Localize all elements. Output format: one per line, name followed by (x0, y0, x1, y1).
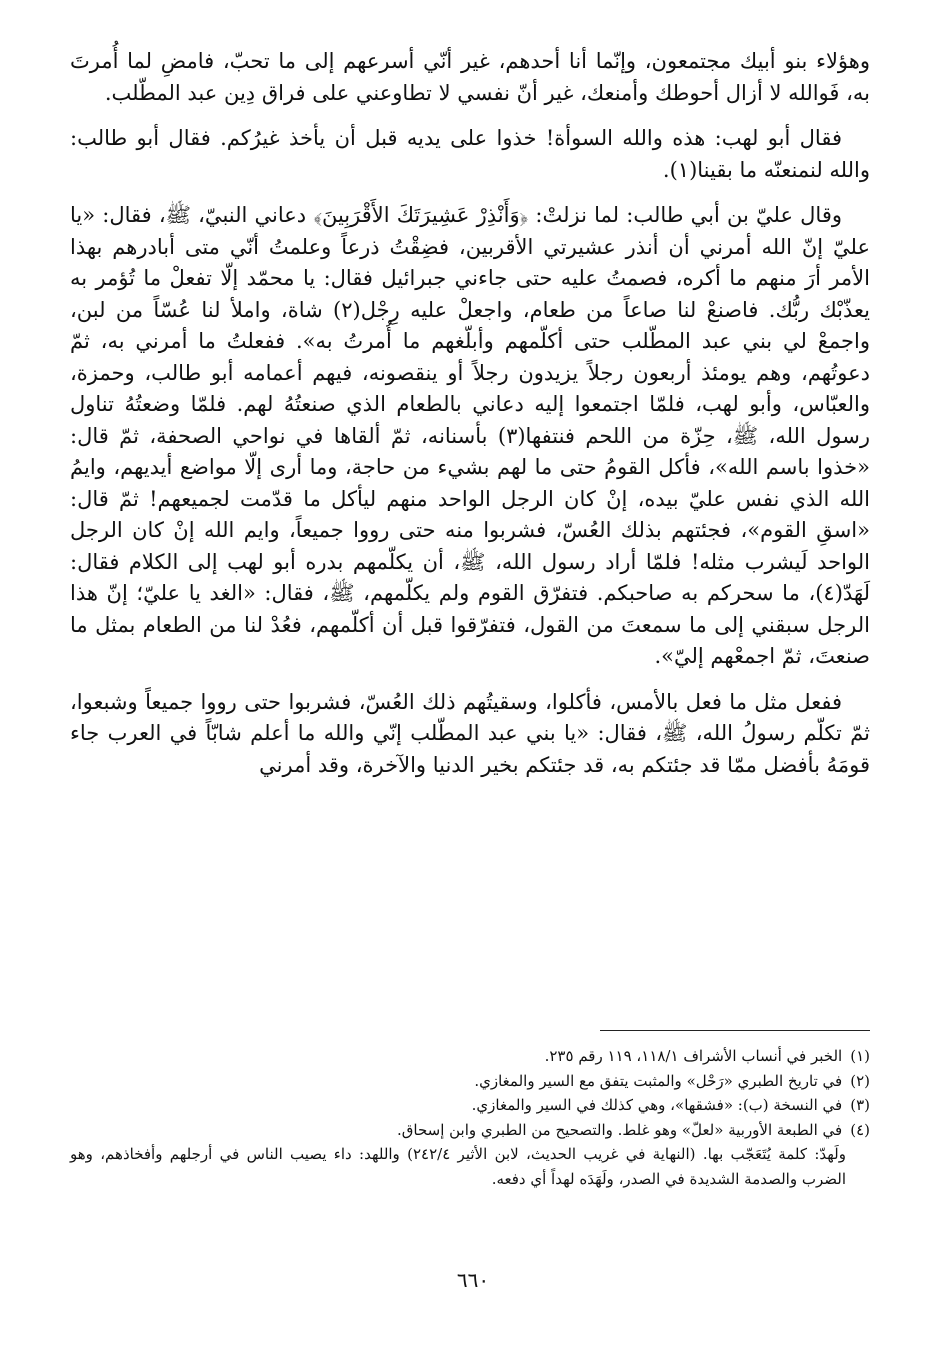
paragraph-2: فقال أبو لهب: هذه والله السوأة! خذوا على يديه قبل أن يأخذ غيرُكم. فقال أبو طالب: والله لنمنعنّه ما بقينا(١). (70, 126, 870, 182)
footnote-2 (70, 1069, 870, 1094)
footnote-number: (٣) (850, 1096, 870, 1114)
footnote-number: (٤) (850, 1120, 870, 1139)
footnote-text: في الطبعة الأوربية «لعلّ» وهو غلط. والتصحيح من الطبري وابن إسحاق. (396, 1120, 843, 1139)
page-number: ٦٦٠ (456, 1268, 490, 1292)
footnote-number: (١) (850, 1047, 870, 1065)
footnote-number: (٢) (850, 1071, 870, 1090)
footnote-4-continuation: ولَهدّ: كلمة يُتَعَجّب بها. (النهاية في غريب الحديث، لابن الأثير ٢٤٢/٤) واللهد: داء يصيب الناس في أرجلهم وأفخاذهم، وهو الضرب والصدمة الشديدة في الصدر، ولَهَدَه لهداً أي دفعه. (70, 1145, 846, 1188)
footnote-divider (600, 1030, 870, 1031)
footnote-text: في تاريخ الطبري «رَحْل» والمثبت يتفق مع السير والمغازي. (474, 1071, 843, 1090)
paragraph-3: وقال عليّ بن أبي طالب: لما نزلتْ: ﴿وَأَنْذِرْ عَشِيرَتَكَ الأَقْرَبِينَ﴾ دعاني النبيّ، ﷺ، فقال: «يا عليّ إنّ الله أمرني أن أنذر عشيرتي الأقربين، فضِقْتُ ذرعاً وعلمتُ أنّي متى أبادرهم بهذا الأمر أرَ منهم ما أكره، فصمتُ عليه حتى جاءني جبرائيل فقال: يا محمّد إلّا تفعلْ ما تُؤمر به يعذّبْك ربُّك. فاصنعْ لنا صاعاً من طعام، واجعلْ عليه رِجْل(٢) شاة، واملأ لنا عُسّاً من لبن، واجمعْ لي بني عبد المطّلب حتى أكلّمهم وأبلّغهم ما أُمرتُ به». ففعلتُ ما أمرني به، ثمّ دعوتُهم، وهم يومئذ أربعون رجلاً يزيدون رجلاً أو ينقصونه، فيهم أعمامه أبو طالب، وحمزة، والعبّاس، وأبو لهب، فلمّا اجتمعوا إليه دعاني بالطعام الذي صنعتُهُ لهم. فلمّا وضعتُهُ تناول رسول الله، ﷺ، حِزّة من اللحم فنتفها(٣) بأسنانه، ثمّ ألقاها في نواحي الصحفة، ثمّ قال: «خذوا باسم الله»، فأكل القومُ حتى ما لهم بشيء من حاجة، وما أرى إلّا مواضع أيديهم، وايمُ الله الذي نفس عليّ بيده، إنْ كان الرجل الواحد منهم ليأكل ما قدّمت لجميعهم! ثمّ قال: «اسقِ القوم»، فجئتهم بذلك العُسّ، فشربوا منه حتى رووا جميعاً، وايم الله إنْ كان الرجل الواحد لَيشرب مثله! فلمّا أراد رسول الله، ﷺ، أن يكلّمهم بدره أبو لهب إلى الكلام فقال: لَهَدّ(٤)، ما سحركم به صاحبكم. فتفرّق القوم ولم يكلّمهم، ﷺ، فقال: «الغد يا عليّ؛ إنّ هذا الرجل سبقني إلى ما سمعتَ من القول، فتفرّقوا قبل أن أكلّمهم، فعُدْ لنا من الطعام بمثل ما صنعتَ، ثمّ اجمعْهم إليّ». (70, 203, 870, 668)
paragraph-4: ففعل مثل ما فعل بالأمس، فأكلوا، وسقيتُهم ذلك العُسّ، فشربوا حتى رووا جميعاً وشبعوا، ثمّ تكلّم رسولُ الله، ﷺ، فقال: «يا بني عبد المطّلب إنّي والله ما أعلم شابّاً في العرب جاء قومَهُ بأفضل ممّا قد جئتكم به، قد جئتكم بخير الدنيا والآخرة، وقد أمرني (70, 689, 870, 777)
footnote-3 (70, 1093, 870, 1118)
footnotes (70, 1044, 870, 1191)
footnote-text: في النسخة (ب): «فشقها»، وهي كذلك في السير والمغازي. (471, 1096, 843, 1114)
footnote-text: الخبر في أنساب الأشراف ١١٨/١، ١١٩ رقم ٢٣٥. (544, 1047, 843, 1065)
footnote-1 (70, 1044, 870, 1069)
footnote-4 (70, 1118, 870, 1143)
paragraph-1: وهؤلاء بنو أبيك مجتمعون، وإنّما أنا أحدهم، غير أنّي أسرعهم إلى ما تحبّ، فامضِ لما أُمرتَ به، فَوالله لا أزال أحوطك وأمنعك، غير أنّ نفسي لا تطاوعني على فراق دِين عبد المطّلب. (70, 49, 870, 105)
main-text (70, 46, 870, 795)
